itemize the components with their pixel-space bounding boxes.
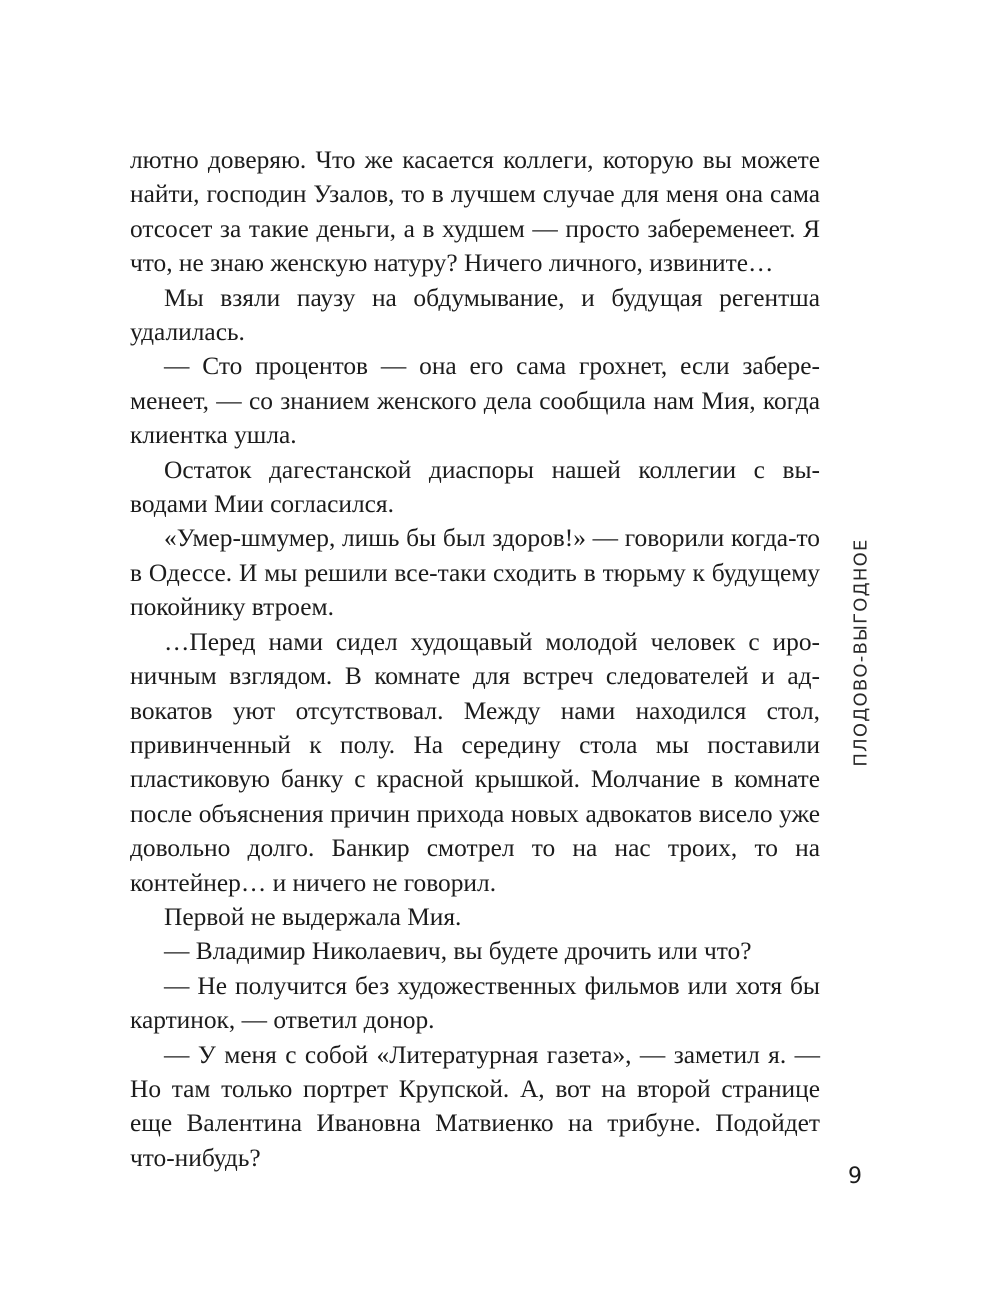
paragraph: Остаток дагестанской диаспоры нашей коллегии с выводами Мии согласился. (130, 455, 820, 519)
dialogue-line: — Сто процентов — она его сама грохнет, если забеременеет, — со знанием женского дела сообщила нам Мия, когда клиентка ушла. (130, 352, 820, 450)
dialogue-line: — Не получится без художественных фильмов или хотя бы картинок, — ответил донор. (130, 971, 820, 1035)
running-header (837, 537, 885, 767)
paragraph: …Перед нами сидел худощавый молодой человек с ироничным взглядом. В комнате для встреч следователей и адвокатов уют отсутствовал. Между нами находился стол, привинченный к полу. На середину стола мы поставили пластиковую банку с красной крышкой. Молчание в комнате после объяснения причин прихода новых адвокатов висело уже довольно долго. Банкир смотрел то на нас троих, то на контейнер… и ничего не говорил. (130, 627, 820, 897)
page-number: 9 (848, 1164, 862, 1189)
paragraph-continuation: лютно доверяю. Что же касается коллеги, которую вы можете найти, господин Узалов, то в лучшем случае для меня она сама отсосет за такие деньги, а в худшем — просто забеременеет. Я что, не знаю женскую натуру? Ничего личного, извините… (130, 146, 820, 278)
paragraph: Первой не выдержала Мия. (164, 902, 462, 931)
paragraph: Мы взяли паузу на обдумывание, и будущая регентша удалилась. (130, 283, 820, 347)
paragraph: «Умер-шмумер, лишь бы был здоров!» — говорили когда-то в Одессе. И мы решили все-таки сходить в тюрьму к будущему покойнику втроем. (130, 524, 820, 622)
body-text (130, 143, 820, 1175)
running-header-text: ПЛОДОВО-ВЫГОДНОЕ (850, 537, 872, 767)
dialogue-line: — У меня с собой «Литературная газета», — заметил я. — Но там только портрет Крупской. А, вот на второй странице еще Валентина Ивановна Матвиенко на трибуне. Подойдет что-нибудь? (130, 1040, 820, 1172)
dialogue-line: — Владимир Николаевич, вы будете дрочить или что? (164, 937, 752, 966)
